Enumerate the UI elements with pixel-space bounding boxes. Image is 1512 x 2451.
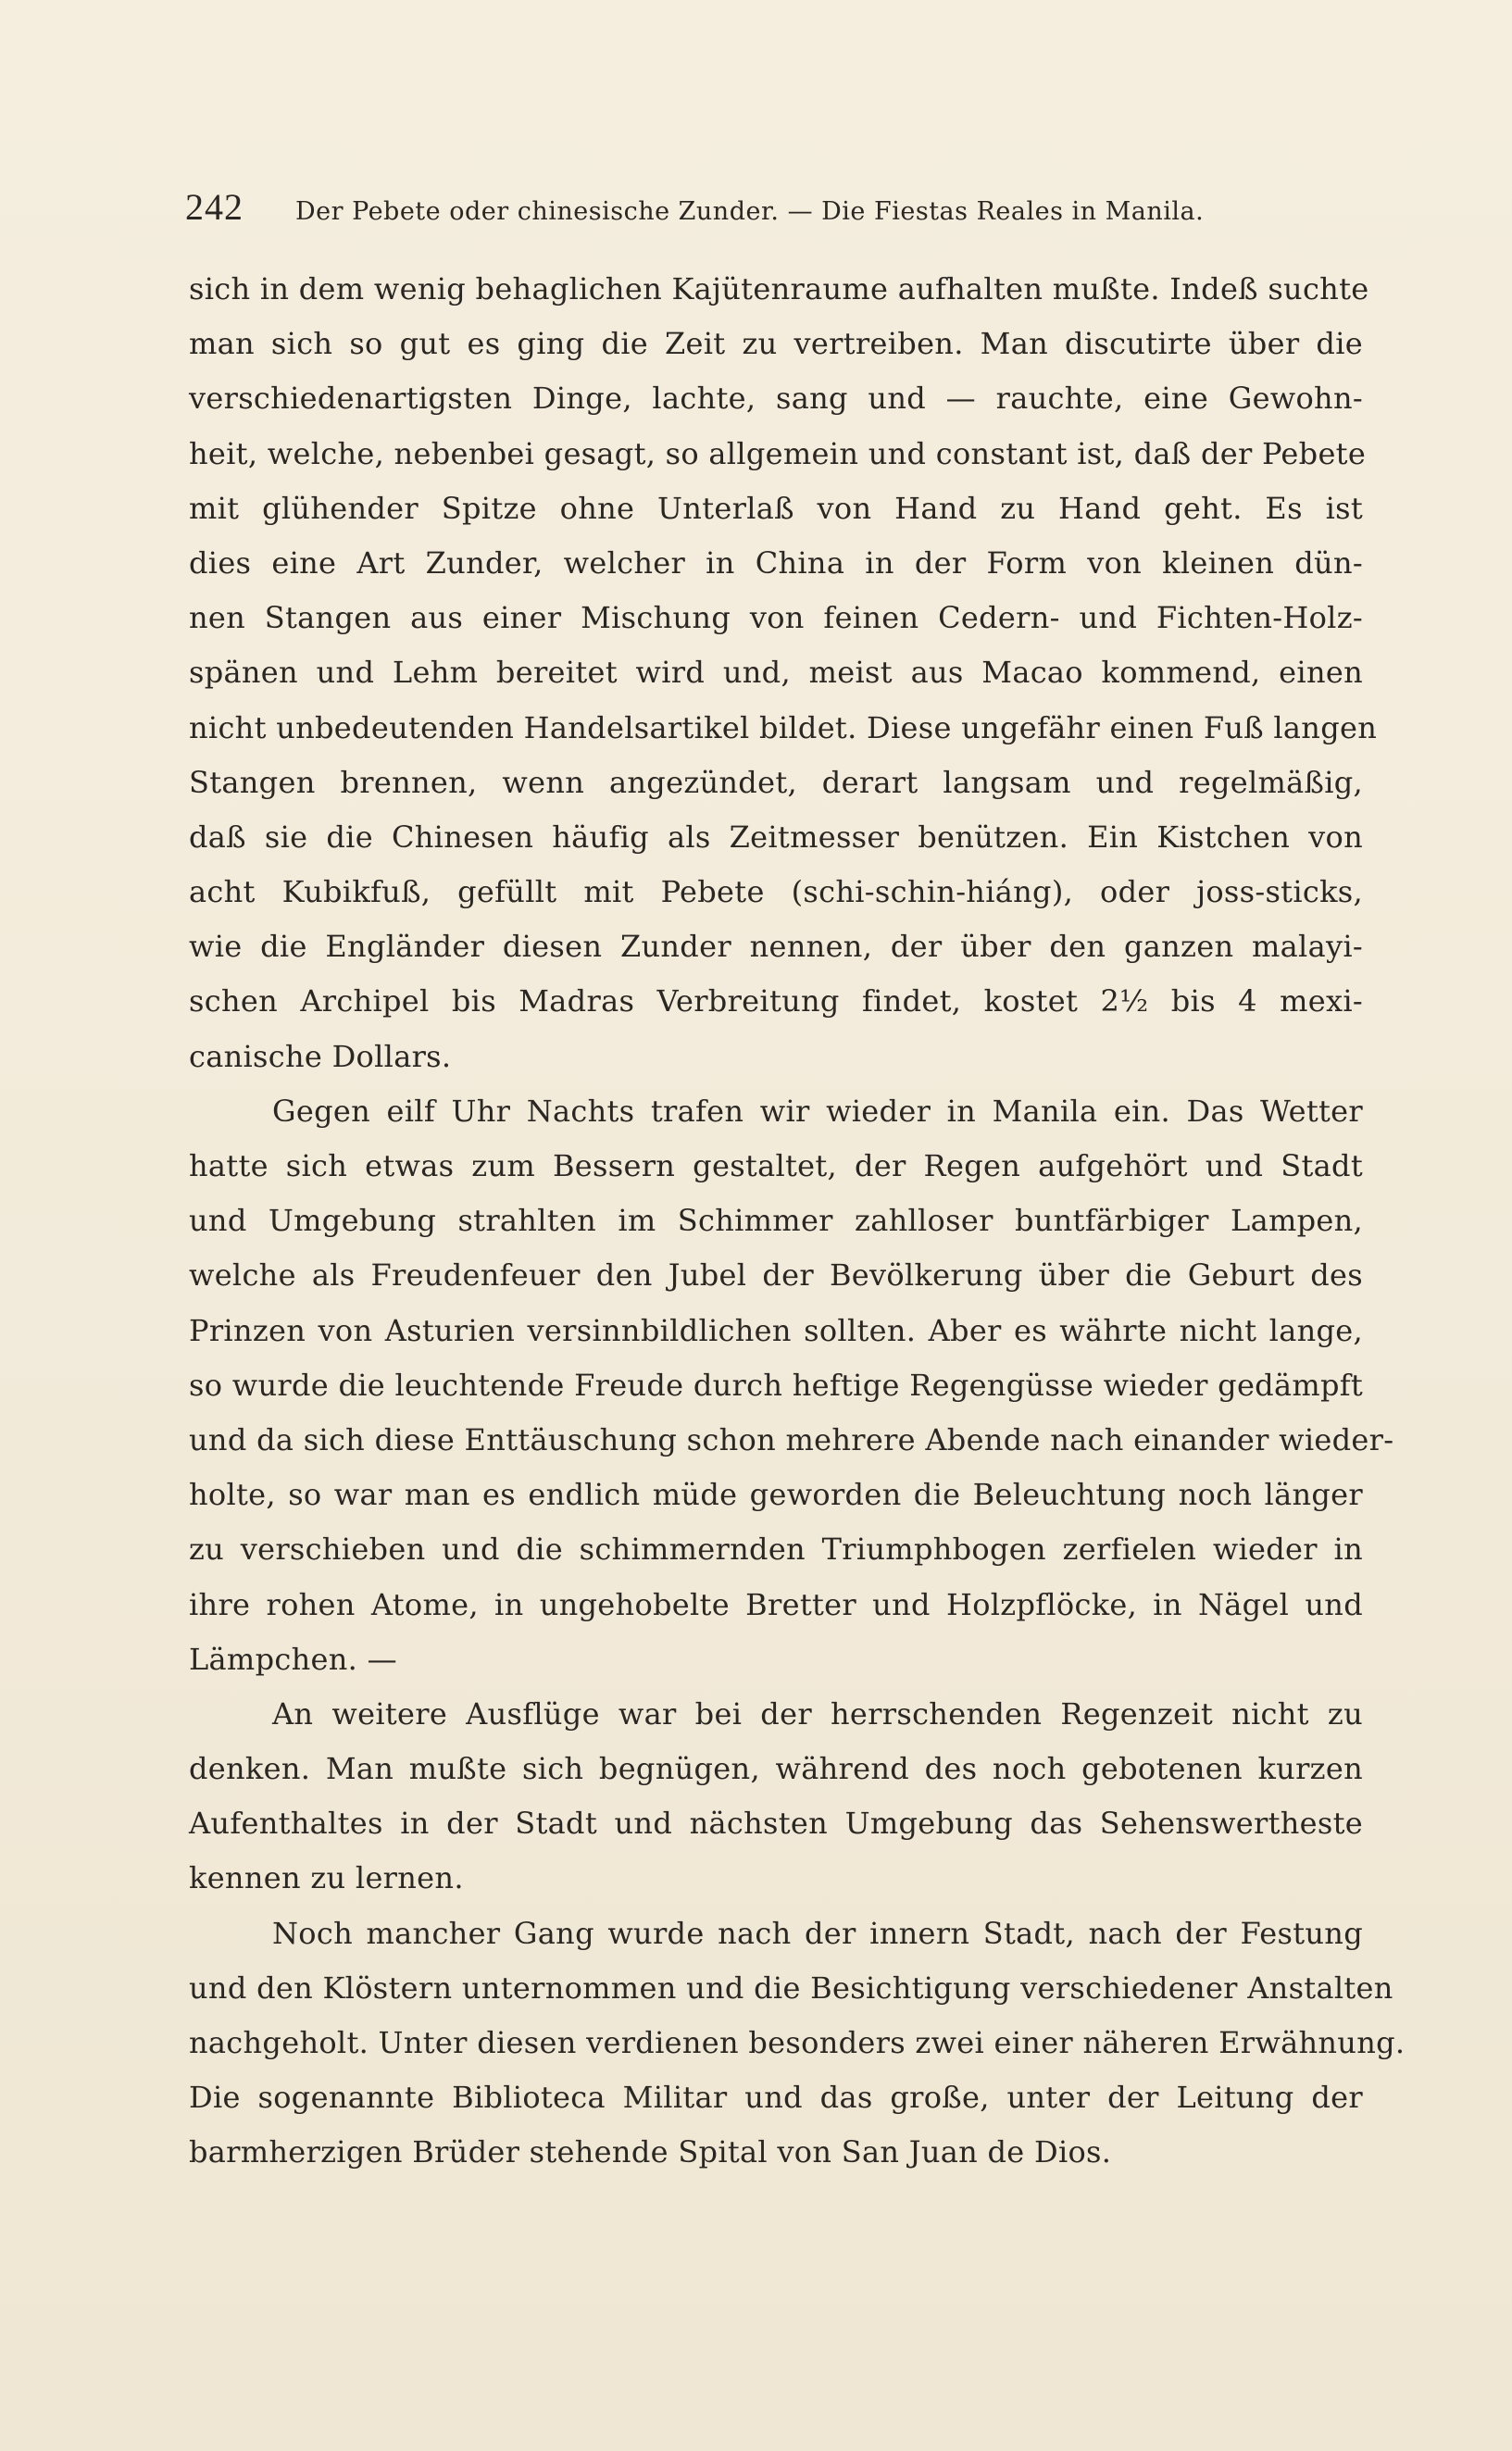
text-line: wie die Engländer diesen Zunder nennen, der über den ganzen malayi- [189,929,1363,965]
text-line: und da sich diese Enttäuschung schon mehrere Abende nach einander wieder- [189,1421,1394,1457]
text-line: sich in dem wenig behaglichen Kajütenraume aufhalten mußte. Indeß suchte [189,271,1369,306]
text-line: ihre rohen Atome, in ungehobelte Bretter und Holzpflöcke, in Nägel und [189,1586,1363,1622]
text-line: Gegen eilf Uhr Nachts trafen wir wieder in Manila ein. Das Wetter [272,1093,1363,1129]
text-line: so wurde die leuchtende Freude durch heftige Regengüsse wieder gedämpft [189,1367,1364,1403]
text-line: und Umgebung strahlten im Schimmer zahlloser buntfärbiger Lampen, [189,1203,1363,1239]
text-line: denken. Man mußte sich begnügen, während des noch gebotenen kurzen [189,1751,1363,1787]
text-line: kennen zu lernen. [189,1860,464,1896]
body-text [189,262,1406,2181]
text-line: dies eine Art Zunder, welcher in China in der Form von kleinen dün- [189,544,1363,581]
page-number: 242 [185,186,244,228]
running-title: Der Pebete oder chinesische Zunder. — Die Fiestas Reales in Manila. [295,197,1205,226]
text-line: verschiedenartigsten Dinge, lachte, sang und — rauchte, eine Gewohn- [189,381,1363,417]
text-line: An weitere Ausflüge war bei der herrschenden Regenzeit nicht zu [272,1695,1363,1732]
text-line: welche als Freudenfeuer den Jubel der Bevölkerung über die Geburt des [189,1257,1363,1294]
text-line: nicht unbedeutenden Handelsartikel bildet. Diese ungefähr einen Fuß langen [189,709,1378,745]
text-line: Lämpchen. — [189,1641,397,1677]
text-line: Noch mancher Gang wurde nach der innern Stadt, nach der Festung [272,1915,1363,1951]
text-line: zu verschieben und die schimmernden Triumphbogen zerfielen wieder in [189,1532,1363,1568]
text-line: daß sie die Chinesen häufig als Zeitmesser benützen. Ein Kistchen von [189,819,1363,855]
text-line: nen Stangen aus einer Mischung von feinen Cedern- und Fichten-Holz- [189,600,1363,636]
text-line: canische Dollars. [189,1038,452,1074]
text-line: heit, welche, nebenbei gesagt, so allgemein und constant ist, daß der Pebete [189,435,1367,471]
page-header [185,185,1324,241]
text-line: holte, so war man es endlich müde geworden die Beleuchtung noch länger [189,1477,1363,1513]
text-line: schen Archipel bis Madras Verbreitung findet, kostet 2½ bis 4 mexi- [189,983,1363,1019]
text-line: Stangen brennen, wenn angezündet, derart langsam und regelmäßig, [189,764,1363,800]
text-line: nachgeholt. Unter diesen verdienen besonders zwei einer näheren Erwähnung. [189,2025,1406,2060]
text-line: man sich so gut es ging die Zeit zu vertreiben. Man discutirte über die [189,326,1363,362]
text-line: spänen und Lehm bereitet wird und, meist aus Macao kommend, einen [189,655,1363,691]
text-line: acht Kubikfuß, gefüllt mit Pebete (schi-schin-hiáng), oder joss-sticks, [189,874,1363,910]
text-line: mit glühender Spitze ohne Unterlaß von Hand zu Hand geht. Es ist [189,490,1363,526]
text-line: hatte sich etwas zum Bessern gestaltet, der Regen aufgehört und Stadt [189,1148,1363,1183]
text-line: Die sogenannte Biblioteca Militar und das große, unter der Leitung der [189,2080,1363,2116]
text-line: Prinzen von Asturien versinnbildlichen sollten. Aber es währte nicht lange, [189,1312,1363,1348]
text-line: barmherzigen Brüder stehende Spital von San Juan de Dios. [189,2134,1112,2170]
text-line: Aufenthaltes in der Stadt und nächsten Umgebung das Sehenswertheste [189,1806,1363,1842]
text-line: und den Klöstern unternommen und die Besichtigung verschiedener Anstalten [189,1970,1393,2006]
